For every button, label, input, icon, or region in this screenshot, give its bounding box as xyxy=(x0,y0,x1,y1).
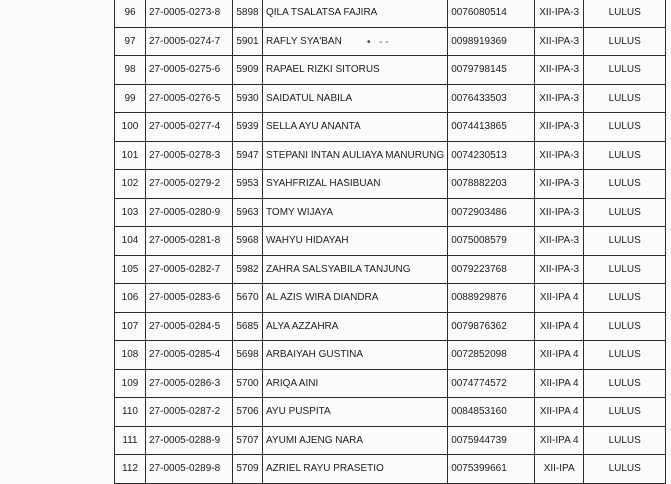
status-cell: LULUS xyxy=(584,284,666,313)
nisn-cell: 0079876362 xyxy=(448,312,535,341)
nisn-cell: 0075944739 xyxy=(448,426,535,455)
student-name-cell: AL AZIS WIRA DIANDRA xyxy=(263,284,448,313)
table-row xyxy=(115,426,666,455)
student-id-cell: 5898 xyxy=(233,0,263,27)
nisn-cell: 0072852098 xyxy=(448,341,535,370)
student-name-cell: ARBAIYAH GUSTINA xyxy=(263,341,448,370)
nisn-cell: 0084853160 xyxy=(448,398,535,427)
student-id-cell: 5968 xyxy=(233,227,263,256)
table-row xyxy=(115,198,666,227)
student-name-cell: ARIQA AINI xyxy=(263,369,448,398)
student-id-cell: 5700 xyxy=(233,369,263,398)
student-name-cell: SELLA AYU ANANTA xyxy=(263,113,448,142)
row-number-cell: 101 xyxy=(115,141,146,170)
student-id-cell: 5709 xyxy=(233,455,263,484)
nisn-cell: 0088929876 xyxy=(448,284,535,313)
scan-speck: - - xyxy=(379,37,389,48)
nisn-cell: 0075399661 xyxy=(448,455,535,484)
table-row xyxy=(115,369,666,398)
row-number-cell: 106 xyxy=(115,284,146,313)
table-row xyxy=(115,312,666,341)
student-id-cell: 5707 xyxy=(233,426,263,455)
class-cell: XII-IPA 4 xyxy=(535,398,584,427)
row-number-cell: 105 xyxy=(115,255,146,284)
student-id-cell: 5939 xyxy=(233,113,263,142)
status-cell: LULUS xyxy=(584,56,666,85)
row-number-cell: 104 xyxy=(115,227,146,256)
student-id-cell: 5930 xyxy=(233,84,263,113)
table-row xyxy=(115,56,666,85)
row-number-cell: 96 xyxy=(115,0,146,27)
exam-number-cell: 27-0005-0285-4 xyxy=(146,341,233,370)
exam-number-cell: 27-0005-0278-3 xyxy=(146,141,233,170)
student-id-cell: 5901 xyxy=(233,27,263,56)
class-cell: XII-IPA 4 xyxy=(535,284,584,313)
status-cell: LULUS xyxy=(584,341,666,370)
exam-number-cell: 27-0005-0282-7 xyxy=(146,255,233,284)
table-row xyxy=(115,284,666,313)
class-cell: XII-IPA-3 xyxy=(535,198,584,227)
graduation-table-body xyxy=(115,0,666,483)
nisn-cell: 0074230513 xyxy=(448,141,535,170)
row-number-cell: 110 xyxy=(115,398,146,427)
student-id-cell: 5909 xyxy=(233,56,263,85)
exam-number-cell: 27-0005-0287-2 xyxy=(146,398,233,427)
row-number-cell: 109 xyxy=(115,369,146,398)
class-cell: XII-IPA-3 xyxy=(535,56,584,85)
class-cell: XII-IPA-3 xyxy=(535,0,584,27)
status-cell: LULUS xyxy=(584,227,666,256)
student-name-cell: TOMY WIJAYA xyxy=(263,198,448,227)
row-number-cell: 112 xyxy=(115,455,146,484)
class-cell: XII-IPA-3 xyxy=(535,27,584,56)
class-cell: XII-IPA-3 xyxy=(535,113,584,142)
exam-number-cell: 27-0005-0274-7 xyxy=(146,27,233,56)
nisn-cell: 0078882203 xyxy=(448,170,535,199)
student-id-cell: 5953 xyxy=(233,170,263,199)
student-id-cell: 5963 xyxy=(233,198,263,227)
exam-number-cell: 27-0005-0284-5 xyxy=(146,312,233,341)
status-cell: LULUS xyxy=(584,170,666,199)
student-name-cell: RAFLY SYA'BAN xyxy=(263,27,448,56)
row-number-cell: 97 xyxy=(115,27,146,56)
class-cell: XII-IPA-3 xyxy=(535,227,584,256)
student-name-cell: AYU PUSPITA xyxy=(263,398,448,427)
row-number-cell: 108 xyxy=(115,341,146,370)
class-cell: XII-IPA 4 xyxy=(535,341,584,370)
status-cell: LULUS xyxy=(584,141,666,170)
class-cell: XII-IPA-3 xyxy=(535,84,584,113)
row-number-cell: 107 xyxy=(115,312,146,341)
exam-number-cell: 27-0005-0277-4 xyxy=(146,113,233,142)
status-cell: LULUS xyxy=(584,398,666,427)
student-name-cell: WAHYU HIDAYAH xyxy=(263,227,448,256)
nisn-cell: 0075008579 xyxy=(448,227,535,256)
nisn-cell: 0076433503 xyxy=(448,84,535,113)
student-name-cell: SAIDATUL NABILA xyxy=(263,84,448,113)
student-id-cell: 5982 xyxy=(233,255,263,284)
class-cell: XII-IPA-3 xyxy=(535,141,584,170)
nisn-cell: 0076080514 xyxy=(448,0,535,27)
status-cell: LULUS xyxy=(584,312,666,341)
exam-number-cell: 27-0005-0281-8 xyxy=(146,227,233,256)
row-number-cell: 100 xyxy=(115,113,146,142)
table-row xyxy=(115,455,666,484)
class-cell: XII-IPA 4 xyxy=(535,426,584,455)
table-row xyxy=(115,0,666,27)
exam-number-cell: 27-0005-0283-6 xyxy=(146,284,233,313)
exam-number-cell: 27-0005-0275-6 xyxy=(146,56,233,85)
class-cell: XII-IPA-3 xyxy=(535,255,584,284)
table-row xyxy=(115,84,666,113)
student-name-cell: RAPAEL RIZKI SITORUS xyxy=(263,56,448,85)
status-cell: LULUS xyxy=(584,255,666,284)
row-number-cell: 103 xyxy=(115,198,146,227)
row-number-cell: 98 xyxy=(115,56,146,85)
exam-number-cell: 27-0005-0288-9 xyxy=(146,426,233,455)
student-id-cell: 5706 xyxy=(233,398,263,427)
table-row xyxy=(115,170,666,199)
status-cell: LULUS xyxy=(584,113,666,142)
table-row xyxy=(115,27,666,56)
exam-number-cell: 27-0005-0279-2 xyxy=(146,170,233,199)
table-row xyxy=(115,255,666,284)
table-row xyxy=(115,227,666,256)
nisn-cell: 0098919369 xyxy=(448,27,535,56)
class-cell: XII-IPA 4 xyxy=(535,312,584,341)
student-name-cell: AYUMI AJENG NARA xyxy=(263,426,448,455)
table-row xyxy=(115,113,666,142)
exam-number-cell: 27-0005-0273-8 xyxy=(146,0,233,27)
row-number-cell: 99 xyxy=(115,84,146,113)
student-id-cell: 5685 xyxy=(233,312,263,341)
scan-speck: • xyxy=(367,37,371,48)
nisn-cell: 0074774572 xyxy=(448,369,535,398)
nisn-cell: 0074413865 xyxy=(448,113,535,142)
status-cell: LULUS xyxy=(584,369,666,398)
student-name-cell: SYAHFRIZAL HASIBUAN xyxy=(263,170,448,199)
row-number-cell: 102 xyxy=(115,170,146,199)
exam-number-cell: 27-0005-0286-3 xyxy=(146,369,233,398)
student-name-cell: QILA TSALATSA FAJIRA xyxy=(263,0,448,27)
exam-number-cell: 27-0005-0280-9 xyxy=(146,198,233,227)
table-row xyxy=(115,141,666,170)
status-cell: LULUS xyxy=(584,0,666,27)
class-cell: XII-IPA-3 xyxy=(535,170,584,199)
graduation-table xyxy=(114,0,666,484)
class-cell: XII-IPA 4 xyxy=(535,369,584,398)
row-number-cell: 111 xyxy=(115,426,146,455)
student-id-cell: 5698 xyxy=(233,341,263,370)
status-cell: LULUS xyxy=(584,27,666,56)
class-cell: XII-IPA xyxy=(535,455,584,484)
table-row xyxy=(115,398,666,427)
student-name-cell: AZRIEL RAYU PRASETIO xyxy=(263,455,448,484)
exam-number-cell: 27-0005-0276-5 xyxy=(146,84,233,113)
status-cell: LULUS xyxy=(584,455,666,484)
nisn-cell: 0079798145 xyxy=(448,56,535,85)
student-id-cell: 5947 xyxy=(233,141,263,170)
student-id-cell: 5670 xyxy=(233,284,263,313)
table-row xyxy=(115,341,666,370)
student-name-cell: ZAHRA SALSYABILA TANJUNG xyxy=(263,255,448,284)
nisn-cell: 0079223768 xyxy=(448,255,535,284)
exam-number-cell: 27-0005-0289-8 xyxy=(146,455,233,484)
nisn-cell: 0072903486 xyxy=(448,198,535,227)
status-cell: LULUS xyxy=(584,84,666,113)
student-name-cell: STEPANI INTAN AULIAYA MANURUNG xyxy=(263,141,448,170)
status-cell: LULUS xyxy=(584,426,666,455)
status-cell: LULUS xyxy=(584,198,666,227)
student-name-cell: ALYA AZZAHRA xyxy=(263,312,448,341)
